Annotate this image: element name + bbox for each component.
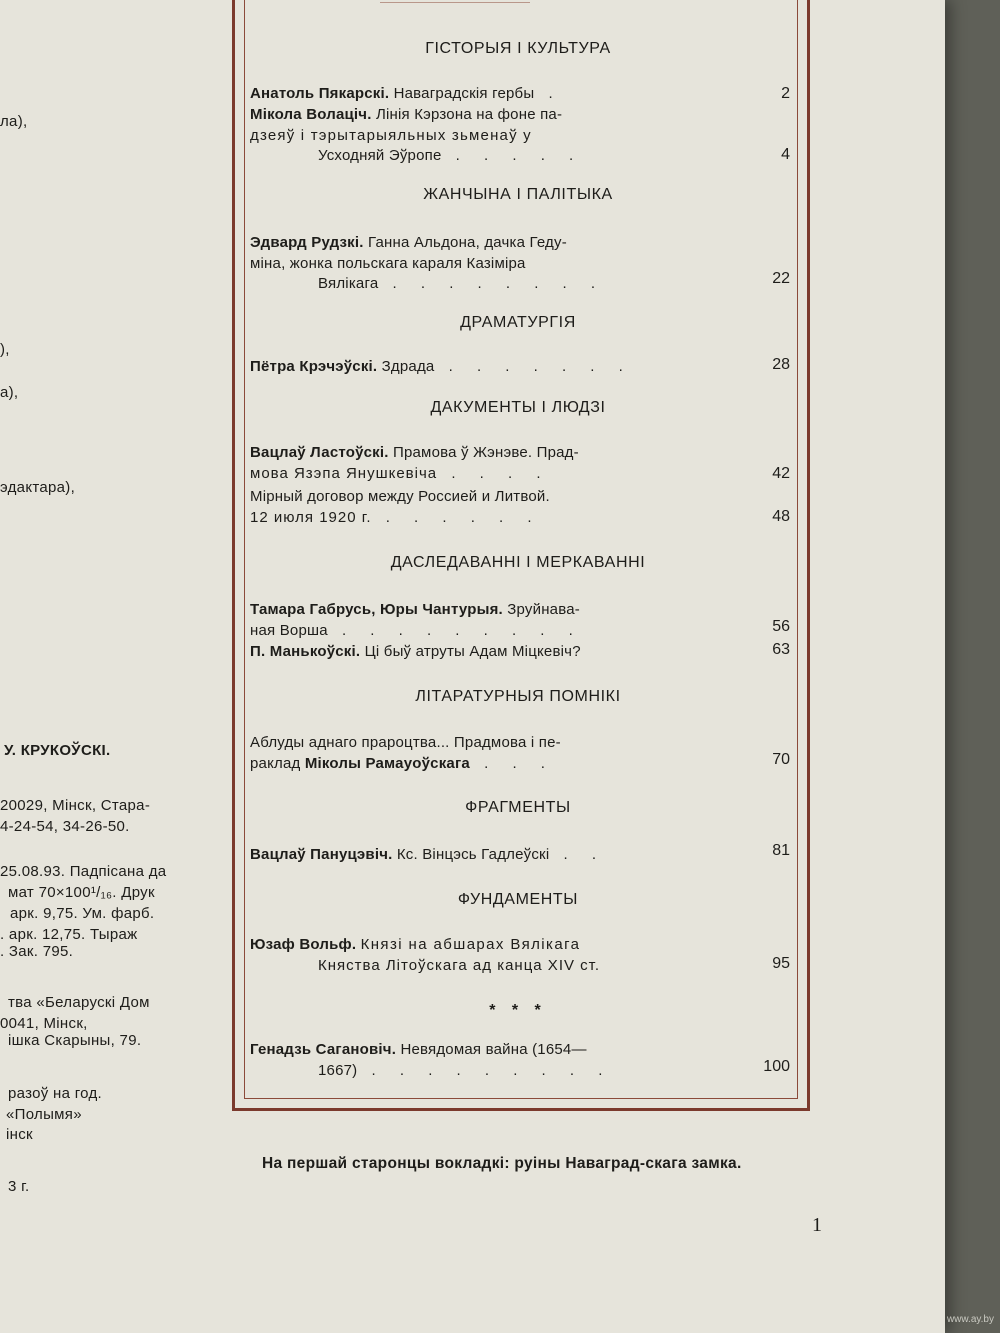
author: Вацлаў Пануцэвіч. bbox=[250, 846, 393, 863]
title: дзеяў і тэрытарыяльных зьменаў у bbox=[250, 126, 532, 144]
title: Аблуды аднаго прароцтва... Прадмова і пе- bbox=[250, 734, 561, 751]
toc-entry bbox=[250, 642, 740, 663]
title: Кс. Вінцэсь Гадлеўскі bbox=[396, 846, 550, 863]
toc-entry bbox=[250, 935, 740, 976]
author: Анатоль Пякарскі. bbox=[250, 85, 390, 102]
left-line: а), bbox=[0, 384, 19, 401]
title: мова Язэпа Янушкевіча bbox=[250, 464, 438, 482]
left-line: . арк. 12,75. Тыраж bbox=[0, 926, 138, 943]
title: ная Ворша bbox=[250, 621, 328, 639]
page-ref: 56 bbox=[772, 618, 790, 635]
author: Вацлаў Ластоўскі. bbox=[250, 444, 389, 461]
left-line: эдактара), bbox=[0, 479, 76, 496]
title: Ганна Альдона, дачка Гедy- bbox=[368, 234, 567, 251]
page-ref: 81 bbox=[772, 842, 790, 859]
page-ref: 48 bbox=[772, 508, 790, 525]
cover-note: На першай старонцы вокладкі: руіны Наваград-скага замка. bbox=[262, 1155, 742, 1172]
left-line: разоў на год. bbox=[8, 1085, 103, 1102]
left-line: ), bbox=[0, 341, 10, 358]
title: Мірный договор между Россией и Литвой. bbox=[250, 488, 550, 505]
title: Здрада bbox=[381, 358, 435, 375]
title: Невядомая вайна (1654— bbox=[400, 1041, 587, 1058]
left-line: «Полымя» bbox=[6, 1106, 82, 1123]
author: Пётра Крэчэўскі. bbox=[250, 358, 378, 375]
left-line: ішка Скарыны, 79. bbox=[8, 1032, 142, 1049]
section-heading-history: ГІСТОРЫЯ І КУЛЬТУРА bbox=[425, 40, 611, 57]
left-line: 25.08.93. Падпісана да bbox=[0, 863, 167, 880]
left-line: інск bbox=[6, 1126, 33, 1143]
page-ref: 22 bbox=[772, 270, 790, 287]
left-line: арк. 9,75. Ум. фарб. bbox=[10, 905, 155, 922]
page-ref: 100 bbox=[763, 1058, 790, 1075]
title: Усходняй Эўропе bbox=[318, 147, 442, 164]
page-ref: 63 bbox=[772, 641, 790, 658]
left-line: 4-24-54, 34-26-50. bbox=[0, 818, 130, 835]
title: Княства Літоўскага ад канца XIV ст. bbox=[318, 956, 601, 974]
toc-entry: Вацлаў Ластоўскі. Прамова ў Жэнэве. Прад- мова Язэпа Янушкевіча . . . . bbox=[250, 443, 740, 484]
page-ref: 95 bbox=[772, 955, 790, 972]
section-heading-docs: ДАКУМЕНТЫ І ЛЮДЗІ bbox=[430, 399, 606, 416]
section-heading-drama: ДРАМАТУРГІЯ bbox=[460, 314, 576, 331]
section-heading-research: ДАСЛЕДАВАННІ І МЕРКАВАННІ bbox=[390, 554, 646, 571]
author: Эдвард Рудзкі. bbox=[250, 234, 364, 251]
title: Вялікага bbox=[318, 275, 379, 292]
left-line-editor: У. КРУКОЎСКІ. bbox=[4, 742, 111, 759]
title: Лінія Кэрзона на фоне па- bbox=[375, 106, 563, 123]
toc-entry: Тамара Габрусь, Юры Чантурыя. Зруйнава- ная Ворша . . . . . . . . . bbox=[250, 600, 740, 641]
left-line: . Зак. 795. bbox=[0, 943, 74, 960]
page-ref: 70 bbox=[772, 751, 790, 768]
author: Генадзь Сагановіч. bbox=[250, 1041, 397, 1058]
title: Прамова ў Жэнэве. Прад- bbox=[392, 444, 579, 461]
title: Ці быў атруты Адам Міцкевіч? bbox=[364, 643, 581, 660]
author: Юзаф Вольф. bbox=[250, 936, 357, 953]
section-heading-women: ЖАНЧЫНА І ПАЛІТЫКА bbox=[423, 186, 613, 203]
left-line: тва «Беларускі Дом bbox=[8, 994, 150, 1011]
toc-entry: Аблуды аднаго прароцтва... Прадмова і пе- раклад Міколы Рамаyоўскага . . . bbox=[250, 733, 740, 774]
left-line: ла), bbox=[0, 113, 28, 130]
section-heading-literary: ЛІТАРАТУРНЫЯ ПОМНІКІ bbox=[415, 688, 621, 705]
title: раклад bbox=[250, 754, 301, 772]
section-heading-foundations: ФУНДАМЕНТЫ bbox=[457, 891, 579, 908]
title: Наваградскія гербы bbox=[393, 85, 535, 102]
left-line: 3 г. bbox=[8, 1178, 30, 1195]
author: Мікола Волацiч. bbox=[250, 106, 372, 123]
title: Зруйнава- bbox=[507, 601, 580, 618]
title: міна, жонка польскага караля Казіміра bbox=[250, 254, 526, 272]
author: Тамара Габрусь, Юры Чантурыя. bbox=[250, 601, 503, 618]
author: П. Манькоўскі. bbox=[250, 643, 361, 660]
toc-entry: Пётра Крэчэўскі. Здрада . . . . . . . bbox=[250, 357, 740, 378]
title: 1667) bbox=[318, 1061, 358, 1079]
left-line: мат 70×100¹/₁₆. Друк bbox=[8, 884, 155, 901]
section-heading-fragments: ФРАГМЕНТЫ bbox=[465, 799, 571, 816]
page-ref: 28 bbox=[772, 356, 790, 373]
author: Міколы Рамаyоўскага bbox=[304, 754, 470, 772]
title: Князі на абшарах Вялікага bbox=[360, 936, 581, 953]
toc-entry: Эдвард Рудзкі. Ганна Альдона, дачка Гедy- міна, жонка польскага караля Казіміра Вялікага . . . . . . . . bbox=[250, 233, 740, 295]
page-number: 1 bbox=[812, 1214, 822, 1236]
left-column-imprint bbox=[0, 0, 228, 1333]
toc-entry: Мірный договор между Россией и Литвой. 12 июля 1920 г. . . . . . . bbox=[250, 487, 740, 528]
toc-entry: Вацлаў Пануцэвіч. Кс. Вінцэсь Гадлеўскі . . bbox=[250, 845, 740, 866]
page-ref: 42 bbox=[772, 465, 790, 482]
left-line: 20029, Мінск, Стара- bbox=[0, 797, 151, 814]
toc-entry: Анатоль Пякарскі. Наваградскія гербы . bbox=[250, 84, 740, 105]
toc-entry: Мікола Волацiч. Лінія Кэрзона на фоне па- дзеяў і тэрытарыяльных зьменаў у Усходняй Эўропе . . . . . bbox=[250, 105, 740, 167]
section-divider-stars: * * * bbox=[489, 1002, 547, 1019]
left-line: 0041, Мінск, bbox=[0, 1015, 88, 1032]
title: 12 июля 1920 г. bbox=[250, 508, 372, 526]
watermark: www.ay.by bbox=[946, 1314, 994, 1325]
toc-entry: Генадзь Сагановіч. Невядомая вайна (1654— 1667) . . . . . . . . . bbox=[250, 1040, 740, 1081]
page-ref: 4 bbox=[781, 146, 790, 163]
page-ref: 2 bbox=[781, 85, 790, 102]
